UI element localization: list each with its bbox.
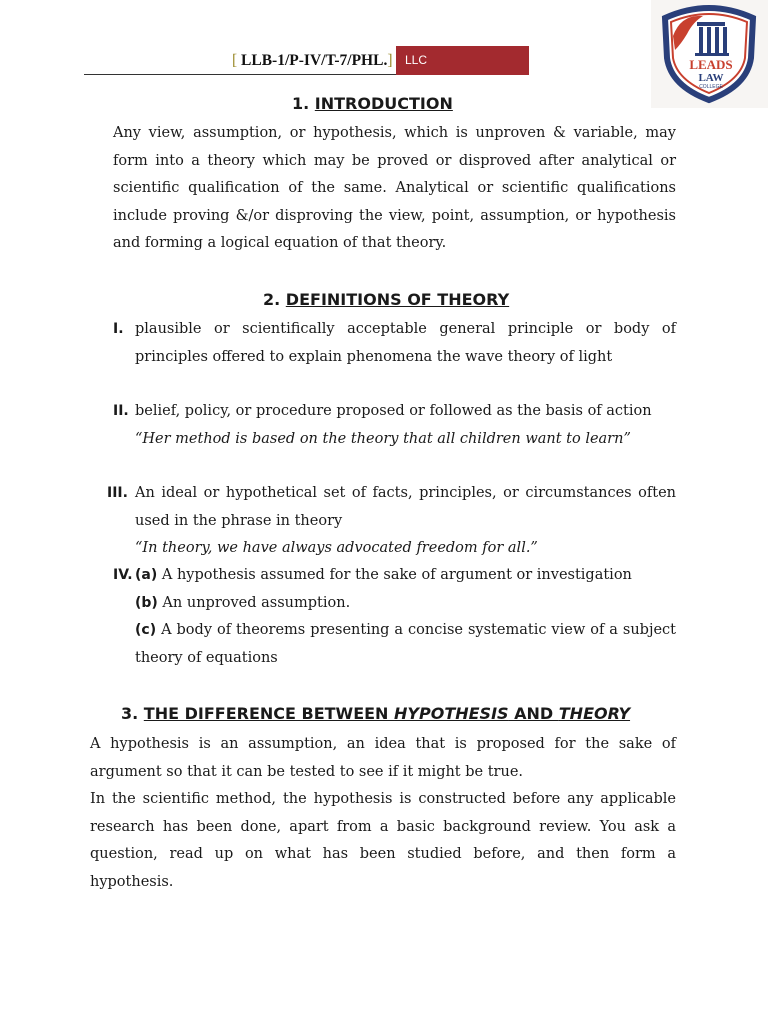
- list-number-iv: IV.: [113, 567, 133, 583]
- list-number-i: I.: [113, 321, 124, 337]
- definition-item-2: belief, policy, or procedure proposed or followed as the basis of action “Her method is based on the theory that all children want to learn”: [135, 398, 676, 453]
- course-code-text: LLB-1/P-IV/T-7/PHL.: [237, 52, 388, 69]
- logo-text-leads: LEADS: [689, 57, 733, 72]
- section-heading-definitions: 2. DEFINITIONS OF THEORY: [263, 290, 510, 309]
- quote-item-3: “In theory, we have always advocated freedom for all.”: [135, 540, 538, 556]
- logo-text-law: LAW: [698, 72, 724, 84]
- quote-item-2: “Her method is based on the theory that all children want to learn”: [135, 430, 631, 447]
- definition-item-1: plausible or scientifically acceptable general principle or body of principles offered to explain phenomena the wave theory of light: [135, 321, 676, 365]
- difference-paragraph: A hypothesis is an assumption, an idea that is proposed for the sake of argument so that it can be tested to see if it might be true. In the scientific method, the hypothesis is constructed before any applicable research has been done, apart from a basic background review. You ask a question, read up on what has been studied before, and then form a hypothesis.: [90, 736, 676, 890]
- logo-text-college: COLLEGE: [699, 84, 723, 90]
- llc-tag: LLC: [396, 46, 529, 75]
- bracket-open: [: [232, 52, 238, 69]
- shield-logo-icon: [651, 0, 768, 108]
- header-rule: [84, 74, 396, 75]
- definition-item-3: An ideal or hypothetical set of facts, principles, or circumstances often used in the phrase in theory “In theory, we have always advocated freedom for all.”: [135, 480, 676, 563]
- section-heading-difference: 3. THE DIFFERENCE BETWEEN HYPOTHESIS AND THEORY: [121, 704, 631, 723]
- sub-item-c: (c) A body of theorems presenting a concise systematic view of a subject: [135, 622, 676, 638]
- section-heading-introduction: 1. INTRODUCTION: [292, 94, 453, 113]
- intro-paragraph: Any view, assumption, or hypothesis, which is unproven & variable, may form into a theory which may be proved or disproved after analytical or scientific qualification of the same. Analytical or scientific qualifications include proving &/or disproving the view, point, assumption, or hypothesis and forming a logical equation of that theory.: [113, 125, 676, 251]
- definition-item-4: (a) A hypothesis assumed for the sake of argument or investigation (b) An unproved assumption. (c) A body of theorems presenting a concise systematic view of a subject theory of equations: [135, 562, 676, 672]
- sub-item-a: (a) A hypothesis assumed for the sake of argument or investigation: [135, 567, 632, 583]
- leads-law-college-logo: [651, 0, 768, 108]
- bracket-close: ]: [387, 52, 393, 69]
- sub-item-b: (b) An unproved assumption.: [135, 594, 351, 611]
- list-number-ii: II.: [113, 403, 129, 419]
- list-number-iii: III.: [107, 485, 128, 501]
- course-code: [232, 52, 393, 70]
